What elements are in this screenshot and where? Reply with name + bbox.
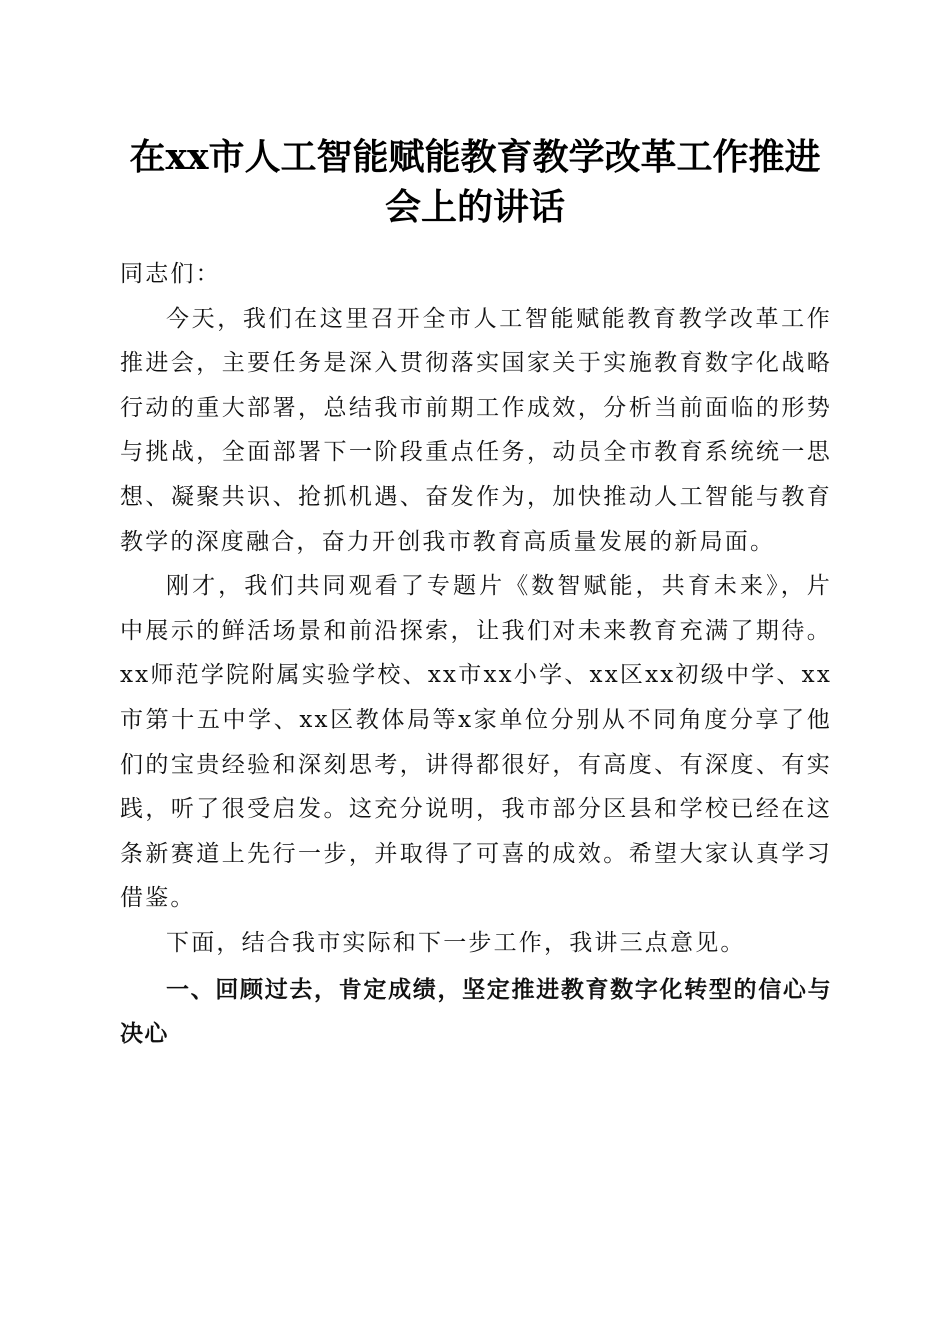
paragraph-review: 刚才，我们共同观看了专题片《数智赋能，共育未来》，片中展示的鲜活场景和前沿探索，让我们对未来教育充满了期待。xx师范学院附属实验学校、xx市xx小学、xx区xx初级中学、xx市第十五中学、xx区教体局等x家单位分别从不同角度分享了他们的宝贵经验和深刻思考，讲得都很好，有高度、有深度、有实践，听了很受启发。这充分说明，我市部分区县和学校已经在这条新赛道上先行一步，并取得了可喜的成效。希望大家认真学习借鉴。 — [120, 573, 832, 912]
section-heading-1: 一、回顾过去，肯定成绩，坚定推进教育数字化转型的信心与决心 — [120, 976, 832, 1048]
paragraph-transition: 下面，结合我市实际和下一步工作，我讲三点意见。 — [166, 929, 746, 956]
salutation: 同志们： — [120, 261, 221, 287]
title-line-1: 在xx市人工智能赋能教育教学改革工作推进 — [129, 136, 821, 178]
title-line-2: 会上的讲话 — [384, 186, 565, 228]
document-title — [100, 132, 850, 232]
document-body — [120, 252, 832, 1057]
paragraph-opening: 今天，我们在这里召开全市人工智能赋能教育教学改革工作推进会，主要任务是深入贯彻落实国家关于实施教育数字化战略行动的重大部署，总结我市前期工作成效，分析当前面临的形势与挑战，全面部署下一阶段重点任务，动员全市教育系统统一思想、凝聚共识、抢抓机遇、奋发作为，加快推动人工智能与教育教学的深度融合，奋力开创我市教育高质量发展的新局面。 — [120, 305, 832, 555]
